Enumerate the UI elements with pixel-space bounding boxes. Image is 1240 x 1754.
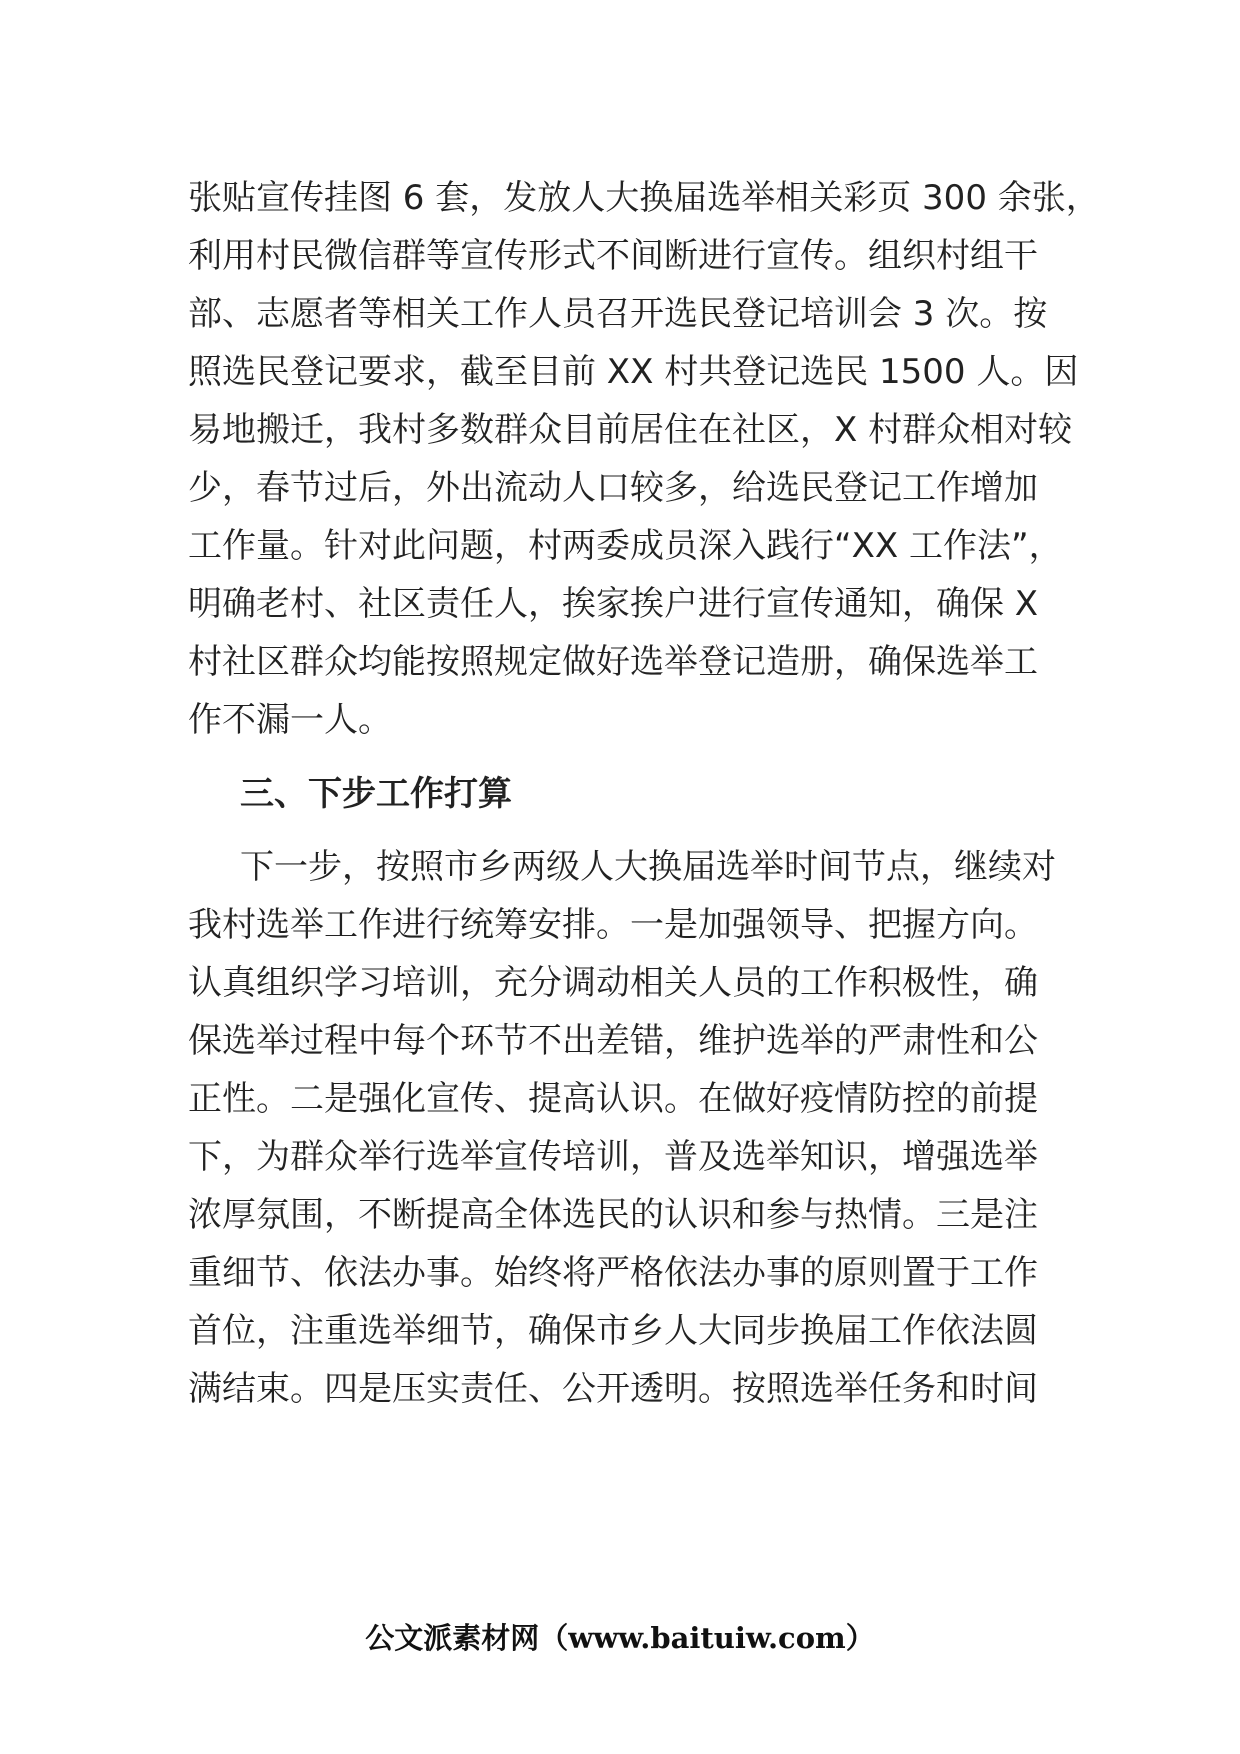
paragraph-line: 浓厚氛围，不断提高全体选民的认识和参与热情。三是注 bbox=[188, 1195, 1038, 1235]
paragraph-line: 认真组织学习培训，充分调动相关人员的工作积极性，确 bbox=[188, 963, 1038, 1003]
paragraph-line: 张贴宣传挂图 6 套，发放人大换届选举相关彩页 300 余张， bbox=[188, 178, 1100, 218]
paragraph-line: 首位，注重选举细节，确保市乡人大同步换届工作依法圆 bbox=[188, 1311, 1038, 1351]
paragraph-line: 保选举过程中每个环节不出差错，维护选举的严肃性和公 bbox=[188, 1021, 1038, 1061]
paragraph-line: 少，春节过后，外出流动人口较多，给选民登记工作增加 bbox=[188, 468, 1038, 508]
paragraph-line: 利用村民微信群等宣传形式不间断进行宣传。组织村组干 bbox=[188, 236, 1038, 276]
paragraph-line: 部、志愿者等相关工作人员召开选民登记培训会 3 次。按 bbox=[188, 294, 1048, 334]
paragraph-line: 下一步，按照市乡两级人大换届选举时间节点，继续对 bbox=[240, 847, 1056, 887]
paragraph-line: 满结束。四是压实责任、公开透明。按照选举任务和时间 bbox=[188, 1369, 1038, 1409]
paragraph-line: 明确老村、社区责任人，挨家挨户进行宣传通知，确保 X bbox=[188, 584, 1039, 624]
paragraph-line: 我村选举工作进行统筹安排。一是加强领导、把握方向。 bbox=[188, 905, 1038, 945]
paragraph-line: 村社区群众均能按照规定做好选举登记造册，确保选举工 bbox=[188, 642, 1038, 682]
paragraph-line: 下，为群众举行选举宣传培训，普及选举知识，增强选举 bbox=[188, 1137, 1038, 1177]
footer-watermark: 公文派素材网（www.baituiw.com） bbox=[365, 1621, 875, 1655]
section-heading: 三、下步工作打算 bbox=[240, 774, 512, 814]
paragraph-line: 正性。二是强化宣传、提高认识。在做好疫情防控的前提 bbox=[188, 1079, 1038, 1119]
paragraph-line: 照选民登记要求，截至目前 XX 村共登记选民 1500 人。因 bbox=[188, 352, 1079, 392]
paragraph-line: 易地搬迁，我村多数群众目前居住在社区，X 村群众相对较 bbox=[188, 410, 1073, 450]
paragraph-line: 工作量。针对此问题，村两委成员深入践行“XX 工作法”， bbox=[188, 526, 1063, 566]
paragraph-line: 重细节、依法办事。始终将严格依法办事的原则置于工作 bbox=[188, 1253, 1038, 1293]
paragraph-line: 作不漏一人。 bbox=[188, 700, 392, 740]
